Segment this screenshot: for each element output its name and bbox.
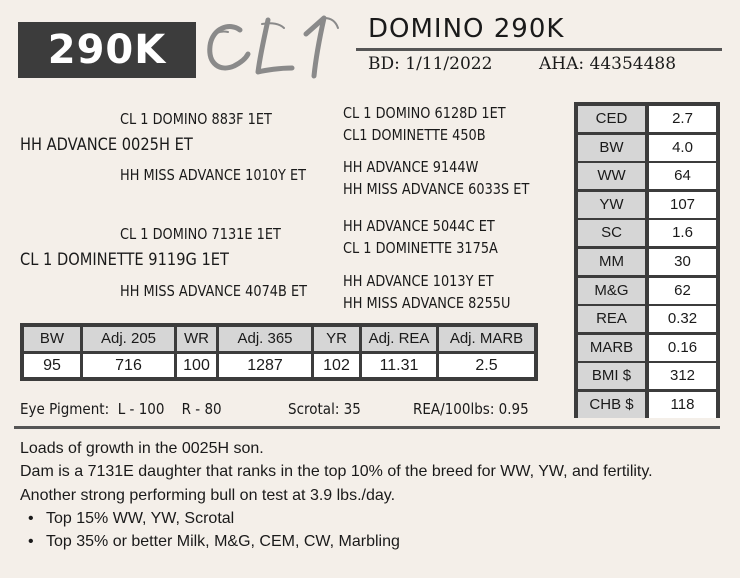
epd-row-yw xyxy=(578,192,716,218)
description-line: Dam is a 7131E daughter that ranks in the top 10% of the breed for WW, YW, and fertility. xyxy=(20,463,653,480)
epd-row-sc xyxy=(578,220,716,246)
table-header: Adj. MARB xyxy=(439,327,534,351)
bullet-icon: • xyxy=(28,510,34,527)
epd-value: 4.0 xyxy=(649,135,716,161)
cl1-logo xyxy=(202,10,352,82)
bullet-text: Top 35% or better Milk, M&G, CEM, CW, Marbling xyxy=(46,533,400,550)
epd-label: MM xyxy=(578,249,645,275)
performance-table xyxy=(20,323,538,381)
scrotal-measurement: Scrotal: 35 xyxy=(288,400,361,418)
epd-label: CHB $ xyxy=(578,392,645,418)
table-cell: 1287 xyxy=(219,354,311,377)
epd-row-marb xyxy=(578,335,716,361)
pedigree-dam-dam-dam: HH MISS ADVANCE 8255U xyxy=(343,294,511,312)
pedigree-dam-dam: HH MISS ADVANCE 4074B ET xyxy=(120,282,307,300)
description-divider xyxy=(14,426,720,429)
epd-label: M&G xyxy=(578,278,645,304)
epd-value: 0.16 xyxy=(649,335,716,361)
pedigree-sire-dam-sire: HH ADVANCE 9144W xyxy=(343,158,479,176)
epd-value: 107 xyxy=(649,192,716,218)
title-divider xyxy=(356,48,722,51)
epd-row-rea xyxy=(578,306,716,332)
epd-row-mg xyxy=(578,278,716,304)
epd-row-ced xyxy=(578,106,716,132)
bullet-icon: • xyxy=(28,533,34,550)
pedigree-sire-sire: CL 1 DOMINO 883F 1ET xyxy=(120,110,272,128)
epd-value: 118 xyxy=(649,392,716,418)
epd-label: REA xyxy=(578,306,645,332)
table-cell: 2.5 xyxy=(439,354,534,377)
table-header: WR xyxy=(177,327,216,351)
pedigree-dam-dam-sire: HH ADVANCE 1013Y ET xyxy=(343,272,494,290)
epd-row-ww xyxy=(578,163,716,189)
table-cell: 100 xyxy=(177,354,216,377)
pedigree-sire-sire-sire: CL 1 DOMINO 6128D 1ET xyxy=(343,104,506,122)
epd-label: WW xyxy=(578,163,645,189)
epd-row-bw xyxy=(578,135,716,161)
table-cell: 716 xyxy=(83,354,174,377)
bullet-item xyxy=(28,510,234,528)
epd-label: MARB xyxy=(578,335,645,361)
pedigree-dam-sire: CL 1 DOMINO 7131E 1ET xyxy=(120,225,281,243)
epd-value: 312 xyxy=(649,363,716,389)
table-cell: 11.31 xyxy=(362,354,436,377)
table-cell: 95 xyxy=(24,354,80,377)
epd-row-bmi xyxy=(578,363,716,389)
table-header: Adj. 205 xyxy=(83,327,174,351)
description-line: Loads of growth in the 0025H son. xyxy=(20,440,264,457)
epd-table xyxy=(574,102,720,418)
epd-value: 1.6 xyxy=(649,220,716,246)
rea-per-100lbs: REA/100lbs: 0.95 xyxy=(413,400,529,418)
pedigree-dam-sire-sire: HH ADVANCE 5044C ET xyxy=(343,217,495,235)
birth-date: BD: 1/11/2022 xyxy=(368,54,493,74)
table-header: YR xyxy=(314,327,359,351)
pedigree-sire-dam: HH MISS ADVANCE 1010Y ET xyxy=(120,166,307,184)
epd-label: BW xyxy=(578,135,645,161)
pedigree-sire: HH ADVANCE 0025H ET xyxy=(20,135,193,155)
pedigree-sire-sire-dam: CL1 DOMINETTE 450B xyxy=(343,126,486,144)
epd-row-mm xyxy=(578,249,716,275)
description-line: Another strong performing bull on test at 3.9 lbs./day. xyxy=(20,487,396,504)
epd-label: SC xyxy=(578,220,645,246)
table-header: Adj. 365 xyxy=(219,327,311,351)
bullet-item xyxy=(28,533,400,551)
epd-row-chb xyxy=(578,392,716,418)
epd-value: 62 xyxy=(649,278,716,304)
table-cell: 102 xyxy=(314,354,359,377)
epd-label: CED xyxy=(578,106,645,132)
eye-pigment: Eye Pigment: L - 100 R - 80 xyxy=(20,400,222,418)
epd-value: 30 xyxy=(649,249,716,275)
epd-value: 64 xyxy=(649,163,716,189)
epd-value: 0.32 xyxy=(649,306,716,332)
epd-label: BMI $ xyxy=(578,363,645,389)
aha-registration-number: AHA: 44354488 xyxy=(539,54,677,74)
pedigree-dam: CL 1 DOMINETTE 9119G 1ET xyxy=(20,250,229,270)
epd-value: 2.7 xyxy=(649,106,716,132)
epd-label: YW xyxy=(578,192,645,218)
table-header: Adj. REA xyxy=(362,327,436,351)
bull-name: DOMINO 290K xyxy=(368,14,565,44)
bullet-text: Top 15% WW, YW, Scrotal xyxy=(46,510,235,527)
table-header: BW xyxy=(24,327,80,351)
pedigree-sire-dam-dam: HH MISS ADVANCE 6033S ET xyxy=(343,180,530,198)
lot-number-badge: 290K xyxy=(18,22,196,78)
pedigree-dam-sire-dam: CL 1 DOMINETTE 3175A xyxy=(343,239,498,257)
